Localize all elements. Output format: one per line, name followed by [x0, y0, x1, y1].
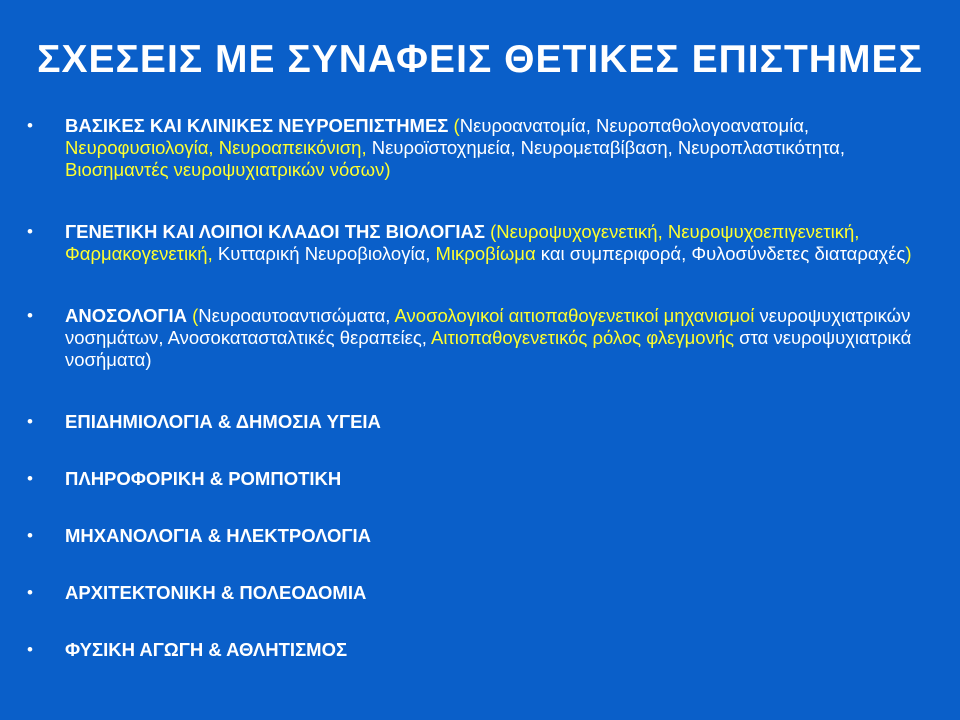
bullet-heading: ΓΕΝΕΤΙΚΗ ΚΑΙ ΛΟΙΠΟΙ ΚΛΑΔΟΙ ΤΗΣ ΒΙΟΛΟΓΙΑΣ — [65, 221, 485, 242]
bullet-paren: ) — [905, 243, 912, 264]
bullet-item-physical-education — [25, 639, 945, 661]
bullet-item-informatics — [25, 468, 945, 490]
bullet-icon: • — [27, 583, 33, 602]
bullet-text: Νευροϊστοχημεία, Νευρομεταβίβαση, Νευροπλαστικότητα, — [366, 137, 845, 158]
bullet-icon: • — [27, 116, 33, 135]
bullet-paren: ( — [186, 305, 199, 326]
bullet-text: στα νευροψυχιατρικά νοσήματα) — [65, 327, 912, 370]
bullet-icon: • — [27, 222, 33, 241]
bullet-highlight: Μικροβίωμα — [435, 243, 536, 264]
bullet-heading: ΒΑΣΙΚΕΣ ΚΑΙ ΚΛΙΝΙΚΕΣ ΝΕΥΡΟΕΠΙΣΤΗΜΕΣ — [65, 115, 449, 136]
bullet-heading: ΜΗΧΑΝΟΛΟΓΙΑ & ΗΛΕΚΤΡΟΛΟΓΙΑ — [65, 525, 371, 546]
bullet-icon: • — [27, 526, 33, 545]
bullet-heading: ΑΝΟΣΟΛΟΓΙΑ — [65, 305, 187, 326]
bullet-icon: • — [27, 412, 33, 431]
bullet-item-engineering — [25, 525, 945, 547]
bullet-heading: ΕΠΙΔΗΜΙΟΛΟΓΙΑ & ΔΗΜΟΣΙΑ ΥΓΕΙΑ — [65, 411, 381, 432]
bullet-icon: • — [27, 306, 33, 325]
bullet-icon: • — [27, 469, 33, 488]
bullet-heading: ΠΛΗΡΟΦΟΡΙΚΗ & ΡΟΜΠΟΤΙΚΗ — [65, 468, 342, 489]
bullet-list — [25, 115, 945, 696]
bullet-highlight: Ανοσολογικοί αιτιοπαθογενετικοί μηχανισμοί — [394, 305, 755, 326]
bullet-heading: ΦΥΣΙΚΗ ΑΓΩΓΗ & ΑΘΛΗΤΙΣΜΟΣ — [65, 639, 348, 660]
bullet-highlight: Αιτιοπαθογενετικός ρόλος φλεγμονής — [431, 327, 735, 348]
bullet-text: Νευροαυτοαντισώματα, — [198, 305, 395, 326]
bullet-item-epidemiology — [25, 411, 945, 433]
bullet-highlight: Βιοσημαντές νευροψυχιατρικών νόσων) — [65, 159, 391, 180]
bullet-item-immunology — [25, 305, 945, 371]
bullet-heading: ΑΡΧΙΤΕΚΤΟΝΙΚΗ & ΠΟΛΕΟΔΟΜΙΑ — [65, 582, 367, 603]
slide-title: ΣΧΕΣΕΙΣ ΜΕ ΣΥΝΑΦΕΙΣ ΘΕΤΙΚΕΣ ΕΠΙΣΤΗΜΕΣ — [37, 38, 923, 81]
bullet-item-neuroscience — [25, 115, 945, 181]
bullet-highlight: Νευροφυσιολογία, Νευροαπεικόνιση, — [65, 137, 367, 158]
bullet-text: Κυτταρική Νευροβιολογία, — [212, 243, 436, 264]
bullet-highlight: (Νευροψυχογενετική, Νευροψυχοεπιγενετική, Φαρμακογενετική, — [65, 221, 860, 264]
bullet-icon: • — [27, 640, 33, 659]
bullet-text: και συμπεριφορά, Φυλοσύνδετες διαταραχές — [535, 243, 906, 264]
bullet-text: Νευροανατομία, Νευροπαθολογοανατομία, — [459, 115, 810, 136]
bullet-item-genetics — [25, 221, 945, 265]
bullet-paren: ( — [448, 115, 460, 136]
bullet-item-architecture — [25, 582, 945, 604]
bullet-text: νευροψυχιατρικών νοσημάτων, Ανοσοκατασταλτικές θεραπείες, — [65, 305, 911, 348]
